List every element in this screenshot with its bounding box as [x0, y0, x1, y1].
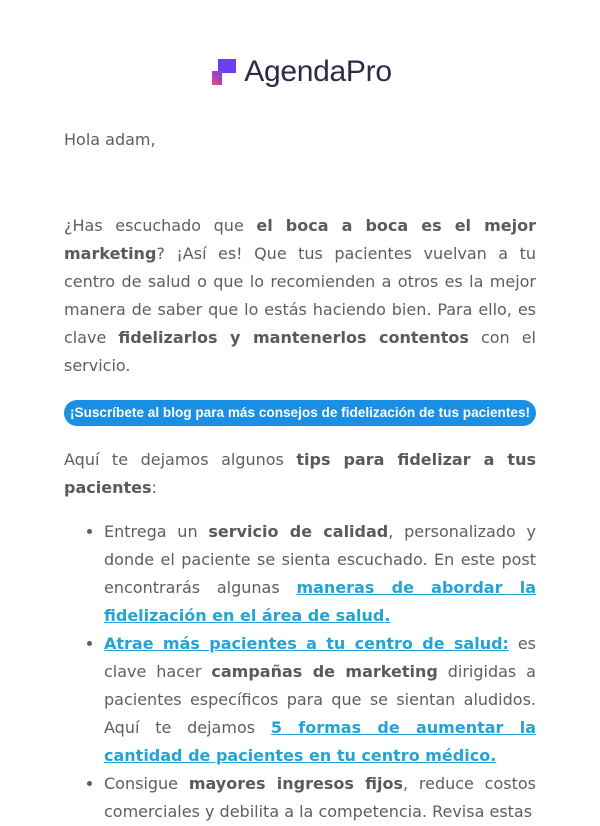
tip-item-attract — [104, 630, 536, 770]
tip-text: Consigue — [104, 774, 189, 793]
intro-bold: el boca a boca es el mejor marketing — [64, 216, 536, 263]
greeting: Hola adam, — [64, 130, 156, 149]
subscribe-blog-button[interactable]: ¡Suscríbete al blog para más consejos de fidelización de tus pacientes! — [64, 400, 536, 426]
tip-bold: mayores ingresos fijos — [188, 774, 403, 793]
tips-intro — [64, 446, 536, 502]
tip-bold: servicio de calidad — [208, 522, 389, 541]
tips-intro-text: : — [151, 478, 157, 497]
atrae-pacientes-link[interactable]: Atrae más pacientes a tu centro de salud: — [104, 634, 509, 653]
tips-intro-bold: tips para fidelizar a tus pacientes — [64, 450, 536, 497]
tip-item-quality — [104, 518, 536, 630]
intro-paragraph — [64, 212, 536, 380]
tip-text: , reduce costos comerciales y debilita a la competencia. Revisa estas — [104, 774, 536, 821]
tip-text: es clave hacer — [104, 634, 536, 681]
brand-name: AgendaPro — [244, 55, 392, 88]
tips-intro-text: Aquí te dejamos algunos — [64, 450, 297, 469]
tip-item-income — [104, 770, 536, 826]
intro-text: ? ¡Así es! Que tus pacientes vuelvan a tu centro de salud o que lo recomienden a otros es la mejor manera de saber que lo estás haciendo bien. Para ello, es clave — [64, 244, 536, 347]
email-content — [64, 126, 536, 826]
intro-bold: fidelizarlos y mantenerlos contentos — [118, 328, 469, 347]
brand-logo[interactable] — [0, 54, 600, 90]
intro-text: ¿Has escuchado que — [64, 216, 257, 235]
tip-bold: campañas de marketing — [211, 662, 438, 681]
agendapro-logo-icon — [208, 57, 238, 87]
tip-text: dirigidas a pacientes específicos para que se sientan aludidos. Aquí te dejamos — [104, 662, 536, 737]
fidelizacion-salud-link[interactable]: maneras de abordar la fidelización en el área de salud. — [104, 578, 536, 625]
tip-text: Entrega un — [104, 522, 209, 541]
tip-text: , personalizado y donde el paciente se sienta escuchado. En este post encontrarás algunas — [104, 522, 537, 597]
intro-text: con el servicio. — [64, 328, 536, 375]
aumentar-pacientes-link[interactable]: 5 formas de aumentar la cantidad de pacientes en tu centro médico. — [104, 718, 536, 765]
tips-list — [64, 518, 536, 826]
